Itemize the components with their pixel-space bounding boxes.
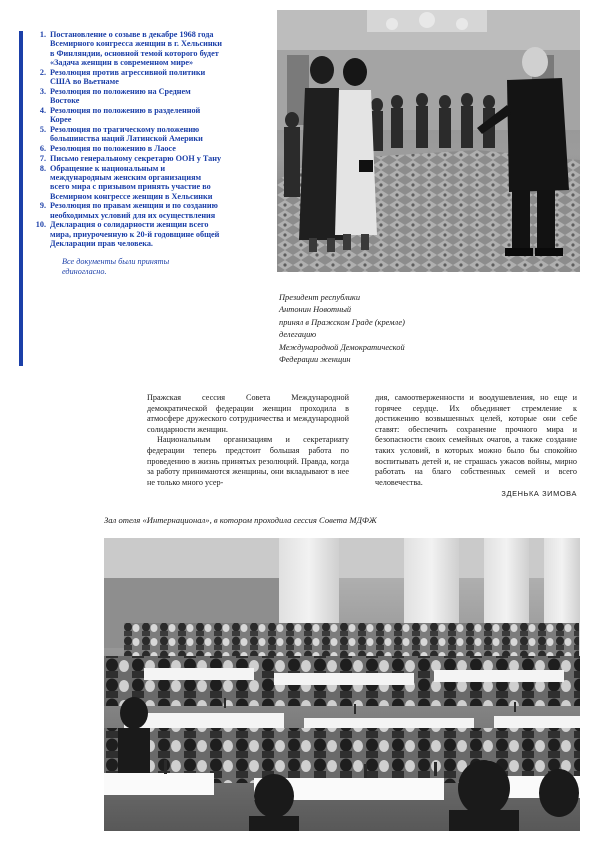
article-body	[147, 393, 577, 500]
article-column-left: Пражская сессия Совета Международной демократической федерации женщин проходила в атмосфере дружеского сотрудничества и международной солидарности женщин. Национальным организациям и секретариату федерации теперь предстоит большая работа по проведению в жизнь принятых резолюций. Правда, когда за работу принимаются женщины, они вкладывают в нее не только много усер-	[147, 393, 349, 487]
resolutions-note: Все документы были приняты единогласно.	[62, 257, 170, 276]
resolution-item: 2. Резолюция против агрессивной политики США во Вьетнаме	[39, 67, 206, 86]
photo-hall-caption: Зал отеля «Интернационал», в котором проходила сессия Совета МДФЖ	[104, 515, 377, 525]
resolution-item: 7. Письмо генеральному секретарю ООН у Тану	[39, 153, 222, 163]
resolution-item: 3. Резолюция по положению на Среднем Востоке	[39, 86, 191, 106]
accent-bar	[19, 31, 23, 366]
resolution-item: 6. Резолюция по положению в Лаосе	[39, 144, 176, 154]
photo-top-caption: Президент республики Антонин Новотный принял в Пражском Граде (кремле) делегацию Международной Демократической Федерации женщин	[279, 293, 405, 365]
resolutions-list	[32, 30, 222, 276]
resolution-item: 1. Постановление о созыве в декабре 1968 года Всемирного конгресса женщин в г. Хельсинки в Финляндии, основной темой которого будет «Задача женщин в современном мире»	[39, 30, 222, 67]
resolution-item: 9. Резолюция по правам женщин и по созданию необходимых условий для их осуществления	[39, 201, 218, 220]
resolution-item: 10. Декларация о солидарности женщин всего мира, приуроченную к 20-й годовщине общей Декларации прав человека.	[35, 220, 220, 249]
photo-session-hall	[104, 538, 580, 831]
article-column-right: дия, самоотверженности и воодушевления, но еще и горячее сердце. Их объединяет стремление к достижению возвышенных целей, которые они себе ставят: обеспечить сохранение прочного мира и безопасности своих семейных очагов, а также создание таких условий, в которых можно было бы спокойно воспитывать детей и, не страшась ужасов войны, мирно работать на благо собственных семей и всего человечества. ЗДЕНЬКА ЗИМОВА	[375, 393, 577, 499]
resolution-item: 8. Обращение к национальным и международным женским организациям всего мира с призывом принять участие во Всемирном конгрессе женщин в Хельсинки	[39, 163, 213, 201]
article-author: ЗДЕНЬКА ЗИМОВА	[501, 489, 577, 499]
resolution-item: 4. Резолюция по положению в разделенной Корее	[39, 105, 201, 125]
photo-president-reception	[277, 10, 580, 272]
resolution-item: 5. Резолюция по трагическому положению большинства наций Латинской Америки	[39, 124, 203, 144]
